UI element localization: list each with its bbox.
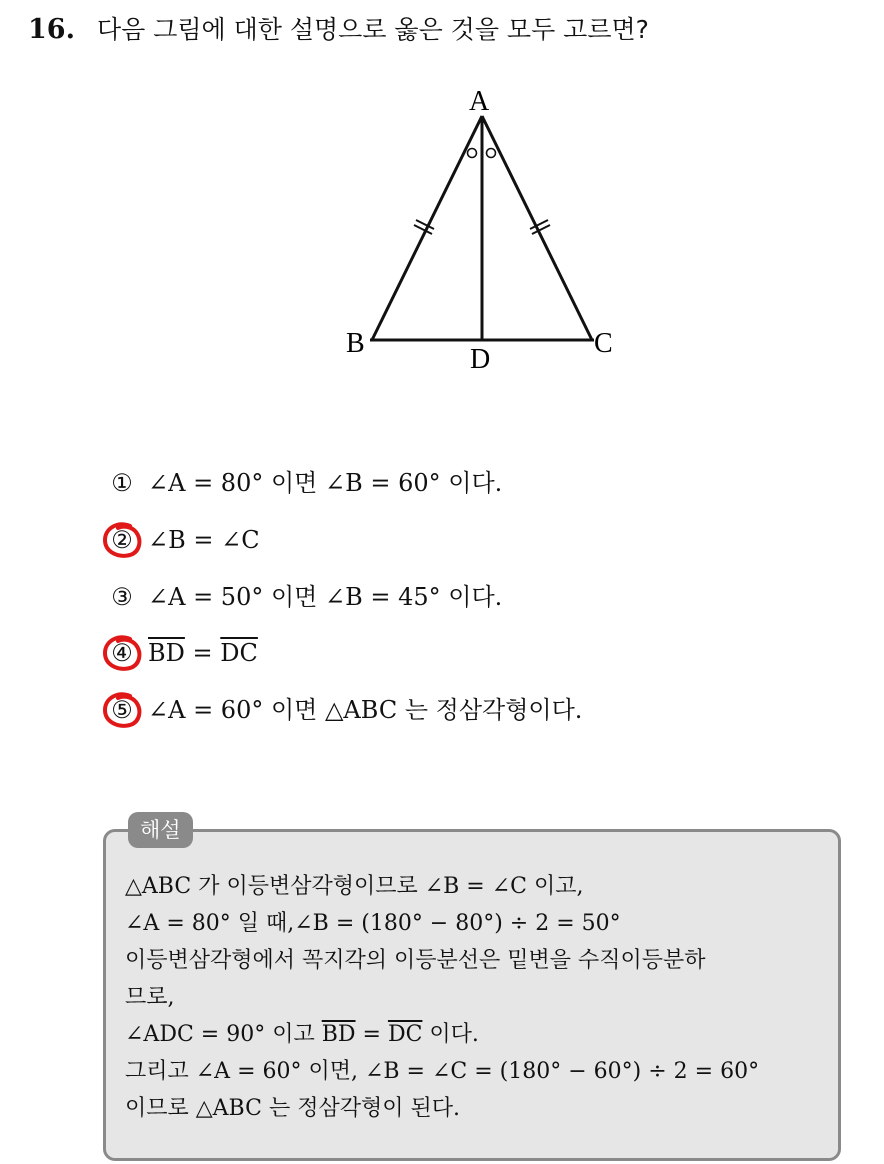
label-B: B [346, 328, 365, 359]
solution-line: 이므로 △ABC 는 정삼각형이 된다. [125, 1096, 460, 1121]
choice-3[interactable] [108, 581, 502, 613]
equals-sign: = [184, 639, 221, 667]
choice-text: ∠B = ∠C [148, 526, 260, 554]
solution-line: 그리고 ∠A = 60° 이면, ∠B = ∠C = (180° − 60°) ÷ 2 = 60° [125, 1059, 760, 1084]
angle-mark-right [487, 149, 496, 158]
solution-body [125, 868, 830, 1127]
side-AC [482, 116, 592, 340]
solution-tab: 해설 [128, 812, 193, 848]
solution-line: △ABC 가 이등변삼각형이므로 ∠B = ∠C 이고, [125, 874, 584, 899]
segment-BD: $\overline{BD}$ [321, 1022, 356, 1047]
triangle-figure [330, 82, 630, 382]
segment-DC: $\overline{DC}$ [387, 1022, 423, 1047]
label-C: C [594, 328, 613, 359]
segment-BD: $\overline{BD}$ [148, 639, 185, 667]
choice-number: ① [111, 469, 133, 497]
solution-line: 이등변삼각형에서 꼭지각의 이등분선은 밑변을 수직이등분하 [125, 948, 706, 973]
answer-circle-mark [100, 633, 144, 673]
question-number: 16. [28, 14, 75, 45]
question-text: 다음 그림에 대한 설명으로 옳은 것을 모두 고르면? [96, 15, 649, 44]
segment-DC: $\overline{DC}$ [220, 639, 258, 667]
angle-mark-left [468, 149, 477, 158]
side-AB [372, 116, 482, 340]
label-A: A [469, 86, 490, 117]
answer-circle-mark [100, 690, 144, 730]
equals-sign: = [355, 1022, 388, 1047]
choice-number: ② [111, 526, 133, 554]
choice-number: ③ [111, 583, 133, 611]
choice-number: ⑤ [111, 696, 133, 724]
solution-text: 이다. [422, 1022, 479, 1047]
solution-line: 므로, [125, 985, 175, 1010]
choice-text: ∠A = 60° 이면 △ABC 는 정삼각형이다. [148, 696, 583, 724]
choice-number: ④ [111, 639, 133, 667]
solution-line: ∠A = 80° 일 때,∠B = (180° − 80°) ÷ 2 = 50° [125, 911, 621, 936]
choice-1[interactable] [108, 467, 502, 499]
question-header [28, 12, 649, 48]
choice-text [148, 639, 258, 667]
solution-text: ∠ADC = 90° 이고 [125, 1022, 322, 1047]
choice-5[interactable] [108, 694, 582, 726]
choice-text: ∠A = 50° 이면 ∠B = 45° 이다. [148, 583, 503, 611]
solution-line [125, 1016, 830, 1053]
choice-text: ∠A = 80° 이면 ∠B = 60° 이다. [148, 469, 503, 497]
answer-circle-mark [100, 520, 144, 560]
label-D: D [470, 344, 491, 375]
